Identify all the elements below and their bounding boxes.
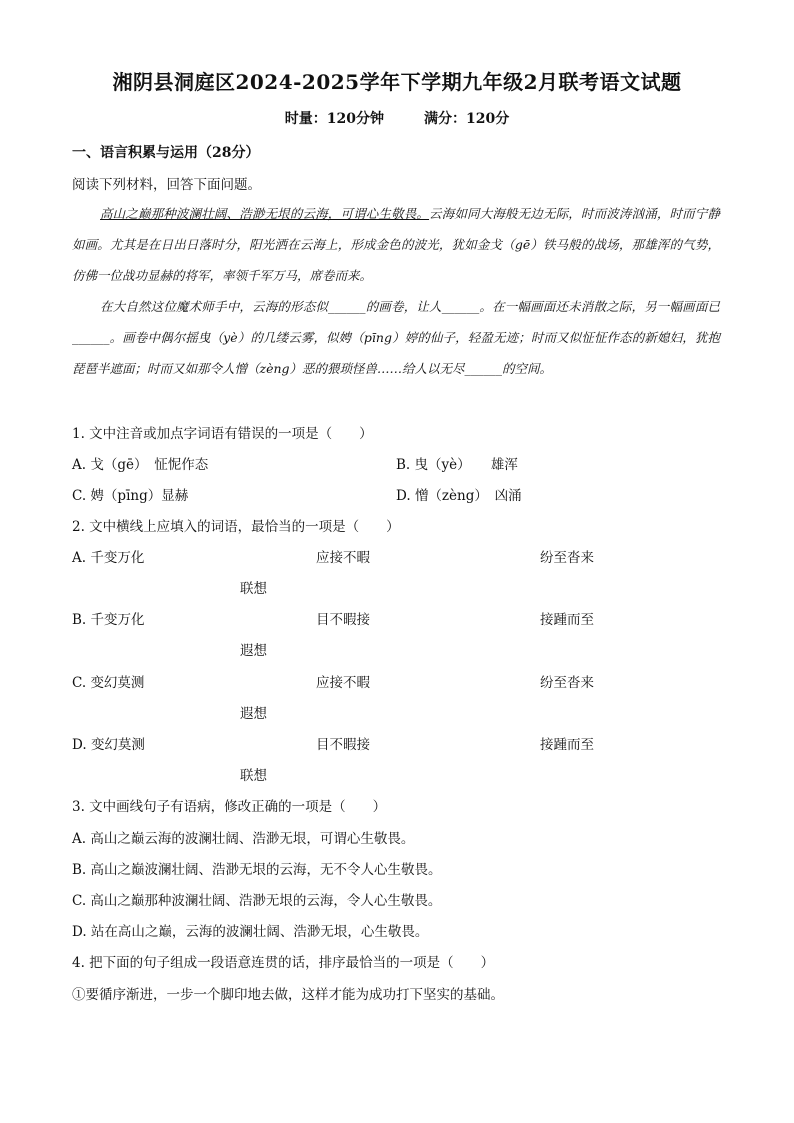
q2-b-word-3: 接踵而至 [540,612,594,628]
q1-stem: 1. 文中注音或加点字词语有错误的一项是（ ） [72,426,373,442]
passage-paragraph-1-rest: 云海如同大海般无边无际，时而波涛汹涌，时而宁静如画。尤其是在日出日落时分，阳光洒在云海上，形成金色的波光，犹如金戈（gē）铁马般的战场，那雄浑的气势，仿佛一位战功显赫的将军，率领千军万马，席卷而来。 [72,206,720,283]
q2-c-word-3: 纷至沓来 [540,675,594,691]
section-heading: 一、语言积累与运用（28分） [72,145,260,161]
q1-option-b[interactable]: B. 曳（yè） 雄浑 [396,457,518,473]
q2-stem: 2. 文中横线上应填入的词语，最恰当的一项是（ ） [72,519,400,535]
q2-d-word-3: 接踵而至 [540,737,594,753]
reading-passage [72,198,720,384]
q4-stem: 4. 把下面的句子组成一段语意连贯的话，排序最恰当的一项是（ ） [72,955,495,971]
q2-b-word-1: B. 千变万化 [72,612,145,628]
q2-c-word-2: 应接不暇 [316,675,370,691]
q3-option-c[interactable]: C. 高山之巅那种波澜壮阔、浩渺无垠的云海，令人心生敬畏。 [72,893,442,909]
passage-paragraph-2: 在大自然这位魔术师手中，云海的形态似______的画卷，让人______。在一幅画面还未消散之际，另一幅画面已______。画卷中偶尔摇曳（yè）的几缕云雾，似娉（pīng）婷的仙子，轻盈无迹；时而又似怔怔作态的新媳妇，犹抱琵琶半遮面；时而又如那令人憎（zèng）恶的猥琐怪兽……给人以无尽______的空间。 [72,299,720,376]
q3-option-b[interactable]: B. 高山之巅波澜壮阔、浩渺无垠的云海，无不令人心生敬畏。 [72,862,442,878]
exam-subtitle [0,108,794,128]
exam-score: 满分：120分 [424,111,510,127]
q2-a-word-2: 应接不暇 [316,550,370,566]
q1-option-d[interactable]: D. 憎（zèng） 凶涌 [396,488,522,504]
q3-option-a[interactable]: A. 高山之巅云海的波澜壮阔、浩渺无垠，可谓心生敬畏。 [72,831,415,847]
q2-a-word-4: 联想 [240,581,267,597]
q2-a-word-1: A. 千变万化 [72,550,145,566]
q1-option-c[interactable]: C. 娉（pīng）显赫 [72,488,189,504]
q2-c-word-1: C. 变幻莫测 [72,675,145,691]
q1-option-a[interactable]: A. 戈（gē） 怔怩作态 [72,457,209,473]
underlined-sentence: 高山之巅那种波澜壮阔、浩渺无垠的云海，可谓心生敬畏。 [100,206,430,221]
instruction: 阅读下列材料，回答下面问题。 [72,177,261,193]
q2-d-word-1: D. 变幻莫测 [72,737,145,753]
q2-c-word-4: 遐想 [240,706,267,722]
q2-b-word-4: 遐想 [240,643,267,659]
q2-d-word-4: 联想 [240,768,267,784]
exam-title: 湘阴县洞庭区2024-2025学年下学期九年级2月联考语文试题 [112,70,682,94]
q2-a-word-3: 纷至沓来 [540,550,594,566]
q2-b-word-2: 目不暇接 [316,612,370,628]
q3-stem: 3. 文中画线句子有语病，修改正确的一项是（ ） [72,799,387,815]
exam-time: 时量：120分钟 [284,111,384,127]
q4-sentence-1: ①要循序渐进，一步一个脚印地去做，这样才能为成功打下坚实的基础。 [72,987,504,1003]
q3-option-d[interactable]: D. 站在高山之巅，云海的波澜壮阔、浩渺无垠，心生敬畏。 [72,924,429,940]
passage-paragraph-1 [72,198,720,291]
q2-d-word-2: 目不暇接 [316,737,370,753]
